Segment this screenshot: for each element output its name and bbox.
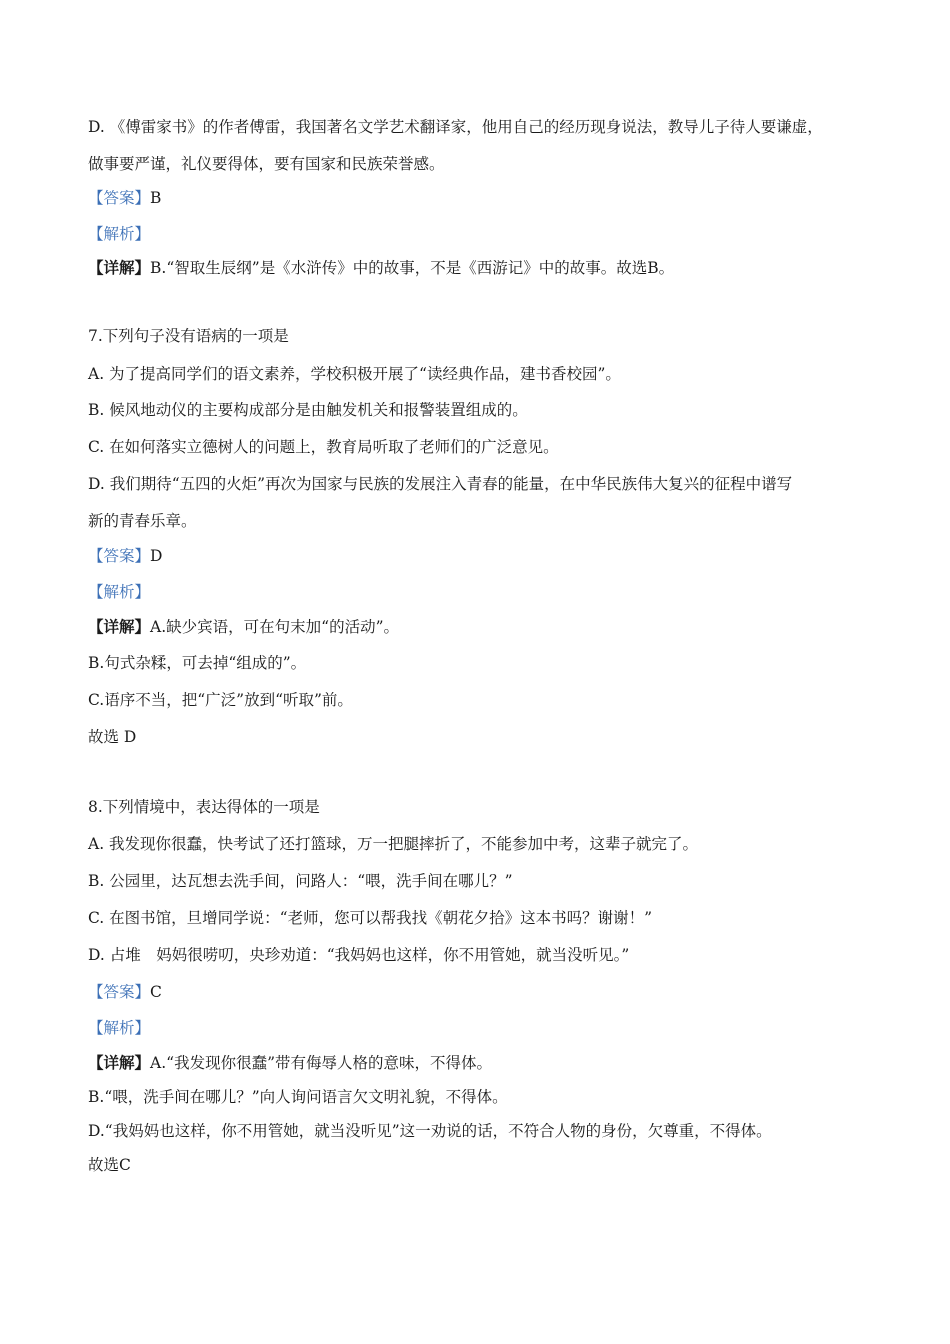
q7-option-b: B. 候风地动仪的主要构成部分是由触发机关和报警装置组成的。 bbox=[88, 401, 528, 419]
q7-detail-c: C.语序不当，把“广泛”放到“听取”前。 bbox=[88, 691, 353, 709]
detail-text: B.“智取生辰纲”是《水浒传》中的故事，不是《西游记》中的故事。故选B。 bbox=[150, 259, 675, 277]
analysis-tag: 【解析】 bbox=[88, 1019, 151, 1037]
answer-value: C bbox=[150, 983, 162, 1001]
q8-detail-a: 【详解】A.“我发现你很蠢”带有侮辱人格的意味，不得体。 bbox=[88, 1053, 493, 1072]
q8-analysis bbox=[88, 1018, 150, 1038]
q7-stem: 7.下列句子没有语病的一项是 bbox=[88, 327, 289, 345]
answer-tag: 【答案】 bbox=[88, 547, 151, 565]
answer-tag: 【答案】 bbox=[88, 983, 151, 1001]
detail-tag: 【详解】 bbox=[88, 617, 151, 636]
q8-option-d: D. 占堆 妈妈很唠叨，央珍劝道：“我妈妈也这样，你不用管她，就当没听见。” bbox=[88, 946, 630, 964]
q7-option-a: A. 为了提高同学们的语文素养，学校积极开展了“读经典作品，建书香校园”。 bbox=[88, 365, 621, 383]
q6-detail bbox=[88, 258, 674, 278]
q7-option-d-line2: 新的青春乐章。 bbox=[88, 512, 197, 530]
q6-answer bbox=[88, 188, 161, 208]
q8-detail-b: B.“喂，洗手间在哪儿？”向人询问语言欠文明礼貌，不得体。 bbox=[88, 1088, 508, 1106]
q8-detail-d: D.“我妈妈也这样，你不用管她，就当没听见”这一劝说的话，不符合人物的身份，欠尊重，不得体。 bbox=[88, 1122, 772, 1140]
answer-value: D bbox=[150, 547, 163, 565]
detail-tag: 【详解】 bbox=[88, 1053, 151, 1072]
q8-conclusion: 故选C bbox=[88, 1156, 131, 1174]
q7-detail-a: 【详解】A.缺少宾语，可在句末加“的活动”。 bbox=[88, 617, 400, 636]
analysis-tag: 【解析】 bbox=[88, 583, 151, 601]
q8-option-b: B. 公园里，达瓦想去洗手间，问路人：“喂，洗手间在哪儿？” bbox=[88, 872, 513, 890]
analysis-tag: 【解析】 bbox=[88, 225, 151, 243]
q6-option-d-line1: D. 《傅雷家书》的作者傅雷，我国著名文学艺术翻译家，他用自己的经历现身说法，教导儿子待人要谦虚， bbox=[88, 118, 823, 136]
answer-tag: 【答案】 bbox=[88, 189, 151, 207]
detail-tag: 【详解】 bbox=[88, 258, 151, 277]
q7-answer bbox=[88, 546, 162, 566]
answer-value: B bbox=[150, 189, 162, 207]
q6-analysis bbox=[88, 224, 150, 244]
q7-option-c: C. 在如何落实立德树人的问题上，教育局听取了老师们的广泛意见。 bbox=[88, 438, 559, 456]
q8-answer bbox=[88, 982, 162, 1002]
q6-option-d-line2: 做事要严谨，礼仪要得体，要有国家和民族荣誉感。 bbox=[88, 155, 445, 173]
q8-option-a: A. 我发现你很蠢，快考试了还打篮球，万一把腿摔折了，不能参加中考，这辈子就完了。 bbox=[88, 835, 699, 853]
q7-detail-b: B.句式杂糅，可去掉“组成的”。 bbox=[88, 654, 307, 672]
q7-conclusion: 故选 D bbox=[88, 728, 137, 746]
q8-stem: 8.下列情境中，表达得体的一项是 bbox=[88, 798, 320, 816]
q7-option-d-line1: D. 我们期待“五四的火炬”再次为国家与民族的发展注入青春的能量，在中华民族伟大复兴的征程中谱写 bbox=[88, 475, 793, 493]
q7-analysis bbox=[88, 582, 150, 602]
q8-option-c: C. 在图书馆，旦增同学说：“老师，您可以帮我找《朝花夕拾》这本书吗？谢谢！” bbox=[88, 909, 653, 927]
